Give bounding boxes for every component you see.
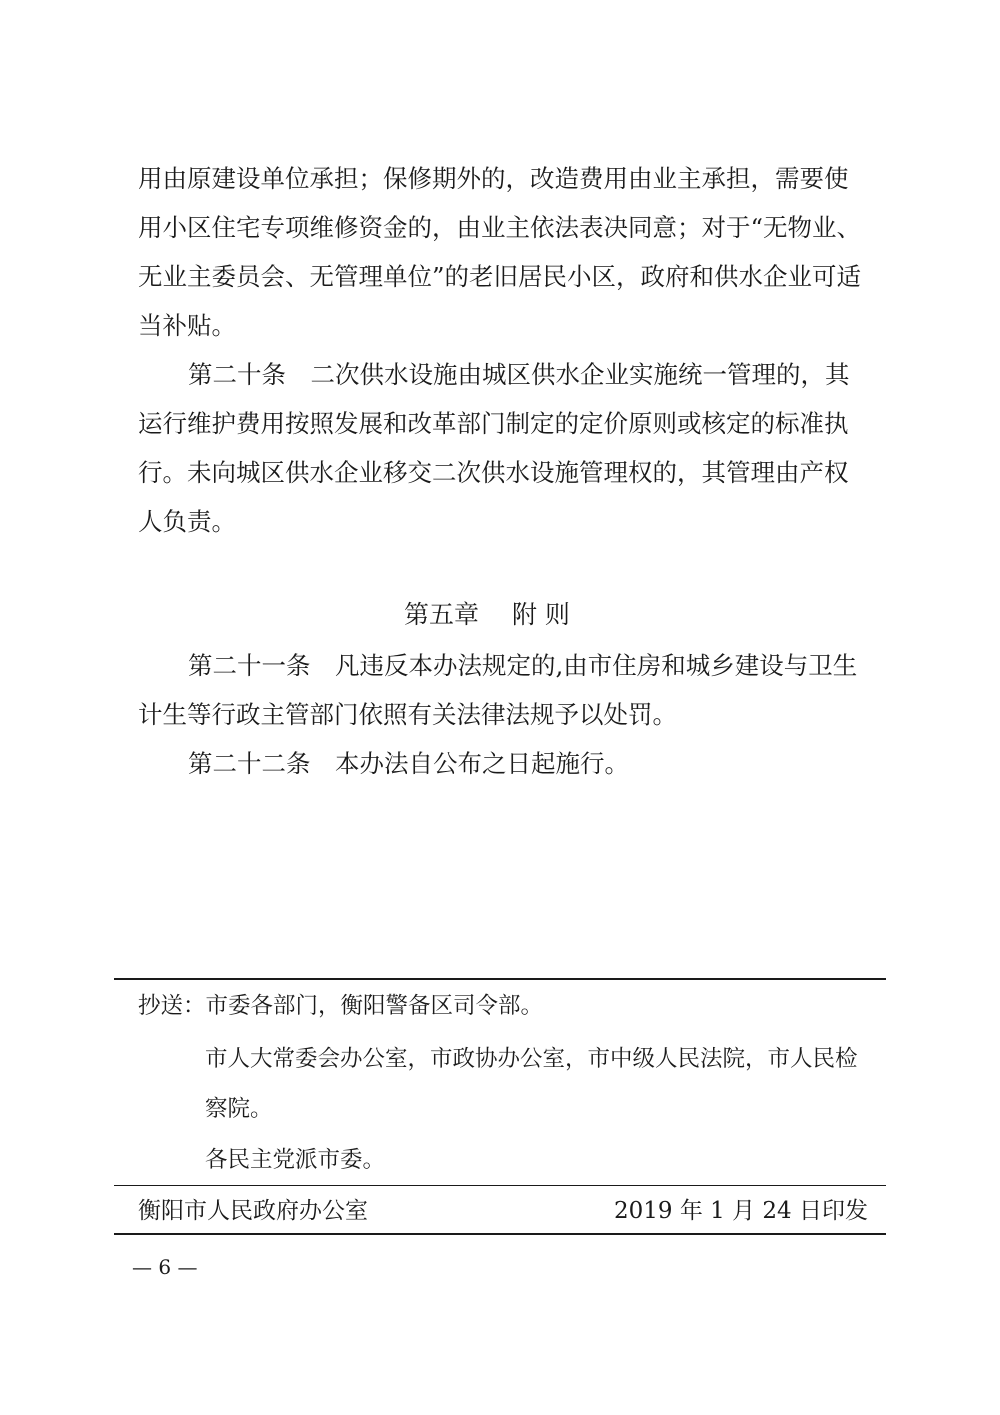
article-20-line: 第二十条 二次供水设施由城区供水企业实施统一管理的，其 (188, 360, 850, 389)
body-line: 当补贴。 (138, 311, 236, 340)
issuing-office: 衡阳市人民政府办公室 (138, 1198, 368, 1224)
body-line: 无业主委员会、无管理单位”的老旧居民小区，政府和供水企业可适 (138, 262, 862, 291)
bottom-rule (114, 1233, 886, 1235)
page-number: — 6 — (132, 1255, 198, 1279)
body-line: 用由原建设单位承担；保修期外的，改造费用由业主承担，需要使 (138, 164, 849, 193)
cc-line: 察院。 (205, 1096, 273, 1122)
body-line: 用小区住宅专项维修资金的，由业主依法表决同意；对于“无物业、 (138, 213, 862, 242)
issue-date: 2019 年 1 月 24 日印发 (614, 1198, 868, 1224)
article-22-line: 第二十二条 本办法自公布之日起施行。 (188, 749, 629, 778)
middle-rule (114, 1185, 886, 1186)
body-line: 计生等行政主管部门依照有关法律法规予以处罚。 (138, 700, 677, 729)
body-line: 行。未向城区供水企业移交二次供水设施管理权的，其管理由产权 (138, 458, 849, 487)
body-line: 运行维护费用按照发展和改革部门制定的定价原则或核定的标准执 (138, 409, 849, 438)
body-line: 人负责。 (138, 507, 236, 536)
chapter-heading: 第五章 附 则 (404, 600, 570, 629)
cc-line: 抄送：市委各部门，衡阳警备区司令部。 (138, 993, 544, 1019)
cc-line: 各民主党派市委。 (205, 1147, 386, 1173)
cc-line: 市人大常委会办公室，市政协办公室，市中级人民法院，市人民检 (205, 1046, 858, 1072)
top-rule (114, 978, 886, 980)
article-21-line: 第二十一条 凡违反本办法规定的,由市住房和城乡建设与卫生 (188, 651, 858, 680)
